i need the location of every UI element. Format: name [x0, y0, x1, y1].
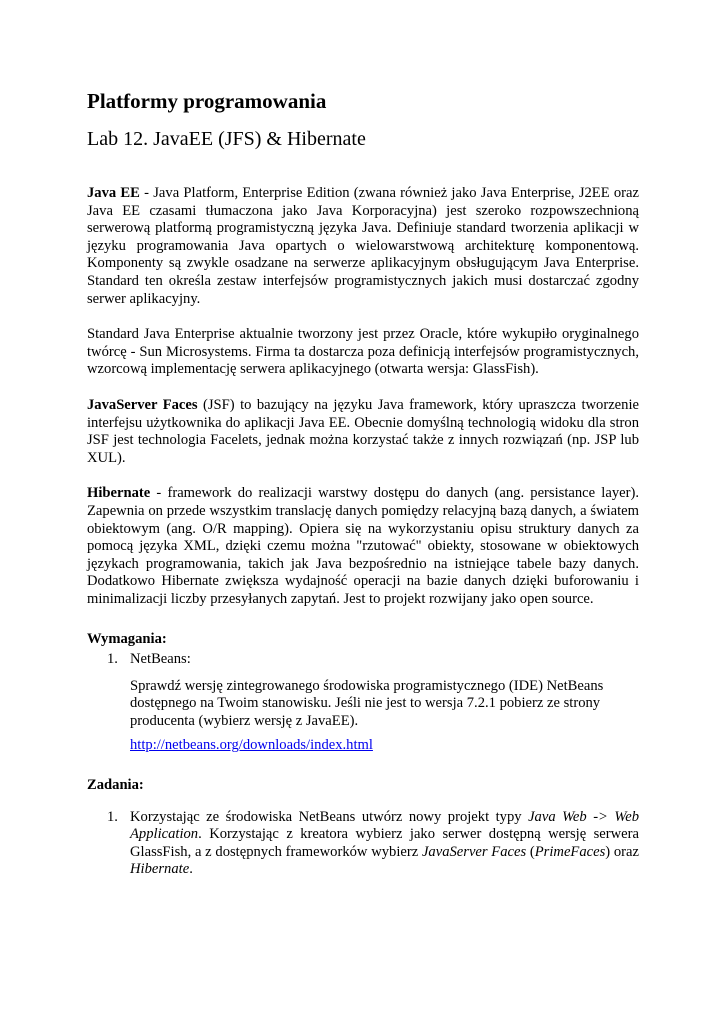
paragraph-jsf: [87, 397, 639, 467]
task-italic-part: JavaServer Faces: [421, 843, 527, 860]
task-text-part: Korzystając ze środowiska NetBeans utwórz nowy projekt typy: [130, 808, 529, 825]
task-text-part: ) oraz: [605, 843, 639, 860]
list-item: [87, 809, 639, 879]
task-text: [130, 809, 639, 879]
tasks-list: [87, 809, 639, 879]
requirement-description: Sprawdź wersję zintegrowanego środowiska programistycznego (IDE) NetBeans dostępnego na Twoim stanowisku. Jeśli nie jest to wersja 7.2.1 pobierz ze strony producenta (wybierz wersję z JavaEE).: [130, 677, 604, 729]
list-item: [87, 651, 639, 755]
requirement-label: NetBeans:: [130, 651, 191, 668]
term-javaee: Java EE: [87, 185, 140, 201]
page-subtitle: Lab 12. JavaEE (JFS) & Hibernate: [87, 128, 366, 150]
paragraph-javaee: [87, 185, 639, 308]
netbeans-download-link[interactable]: http://netbeans.org/downloads/index.html: [130, 737, 373, 754]
requirements-heading: Wymagania:: [87, 631, 167, 648]
paragraph-javaee-text: - Java Platform, Enterprise Edition (zwana również jako Java Enterprise, J2EE oraz Java EE czasami tłumaczona jako Java Korporacyjna) jest szeroko rozpowszechnioną serwerową platformą programistyczną języka Java. Definiuje standard tworzenia aplikacji w języku programowania Java opartych o wielowarstwową architekturę komponentową. Komponenty są zwykle osadzane na serwerze aplikacyjnym obsługującym Java Enterprise. Standard ten określa zestaw interfejsów programistycznych jakich musi dostarczać zgodny serwer aplikacyjny.: [87, 185, 639, 307]
task-text-part: (: [526, 843, 535, 860]
term-hibernate: Hibernate: [87, 485, 151, 502]
task-text-part: . Korzystając z kreatora wybierz jako serwer dostępną wersję serwera GlassFish, a z dostępnych frameworków wybierz: [130, 826, 639, 860]
task-italic-part: PrimeFaces: [534, 843, 606, 860]
task-text-part: .: [189, 861, 193, 878]
page-title: Platformy programowania: [87, 89, 327, 113]
paragraph-jsf-text: (JSF) to bazujący na języku Java framework, który upraszcza tworzenie interfejsu użytkownika do aplikacji Java EE. Obecnie domyślną technologią widoku dla stron JSF jest technologia Facelets, jednak można korzystać także z innych rozwiązań (np. JSP lub XUL).: [87, 396, 639, 466]
paragraph-hibernate: [87, 485, 639, 608]
document-page: [87, 88, 639, 879]
tasks-heading: Zadania:: [87, 777, 144, 794]
paragraph-hibernate-text: - framework do realizacji warstwy dostępu do danych (ang. persistance layer). Zapewnia on przede wszystkim translację danych pomiędzy relacyjną bazą danych, a światem obiektowym (ang. O/R mapping). Opiera się na wykorzystaniu opisu struktury danych za pomocą języka XML, dzięki czemu można "rzutować" obiekty, stosowane w obiektowych językach programowania, takich jak Java bezpośrednio na istniejące tabele bazy danych. Dodatkowo Hibernate zwiększa wydajność operacji na bazie danych dzięki buforowaniu i minimalizacji liczby przesyłanych zapytań. Jest to projekt rozwijany jako open source.: [87, 485, 639, 607]
term-jsf: JavaServer Faces: [87, 396, 198, 413]
requirements-list: [87, 651, 639, 755]
task-italic-part: Java Web -> Web Application: [130, 808, 639, 843]
paragraph-oracle: Standard Java Enterprise aktualnie tworzony jest przez Oracle, które wykupiło oryginalnego twórcę - Sun Microsystems. Firma ta dostarcza poza definicją interfejsów programistycznych, wzorcową implementację serwera aplikacyjnego (otwarta wersja: GlassFish).: [87, 326, 639, 378]
list-number: 1.: [107, 808, 118, 825]
list-number: 1.: [107, 651, 118, 668]
task-italic-part: Hibernate: [130, 861, 190, 878]
